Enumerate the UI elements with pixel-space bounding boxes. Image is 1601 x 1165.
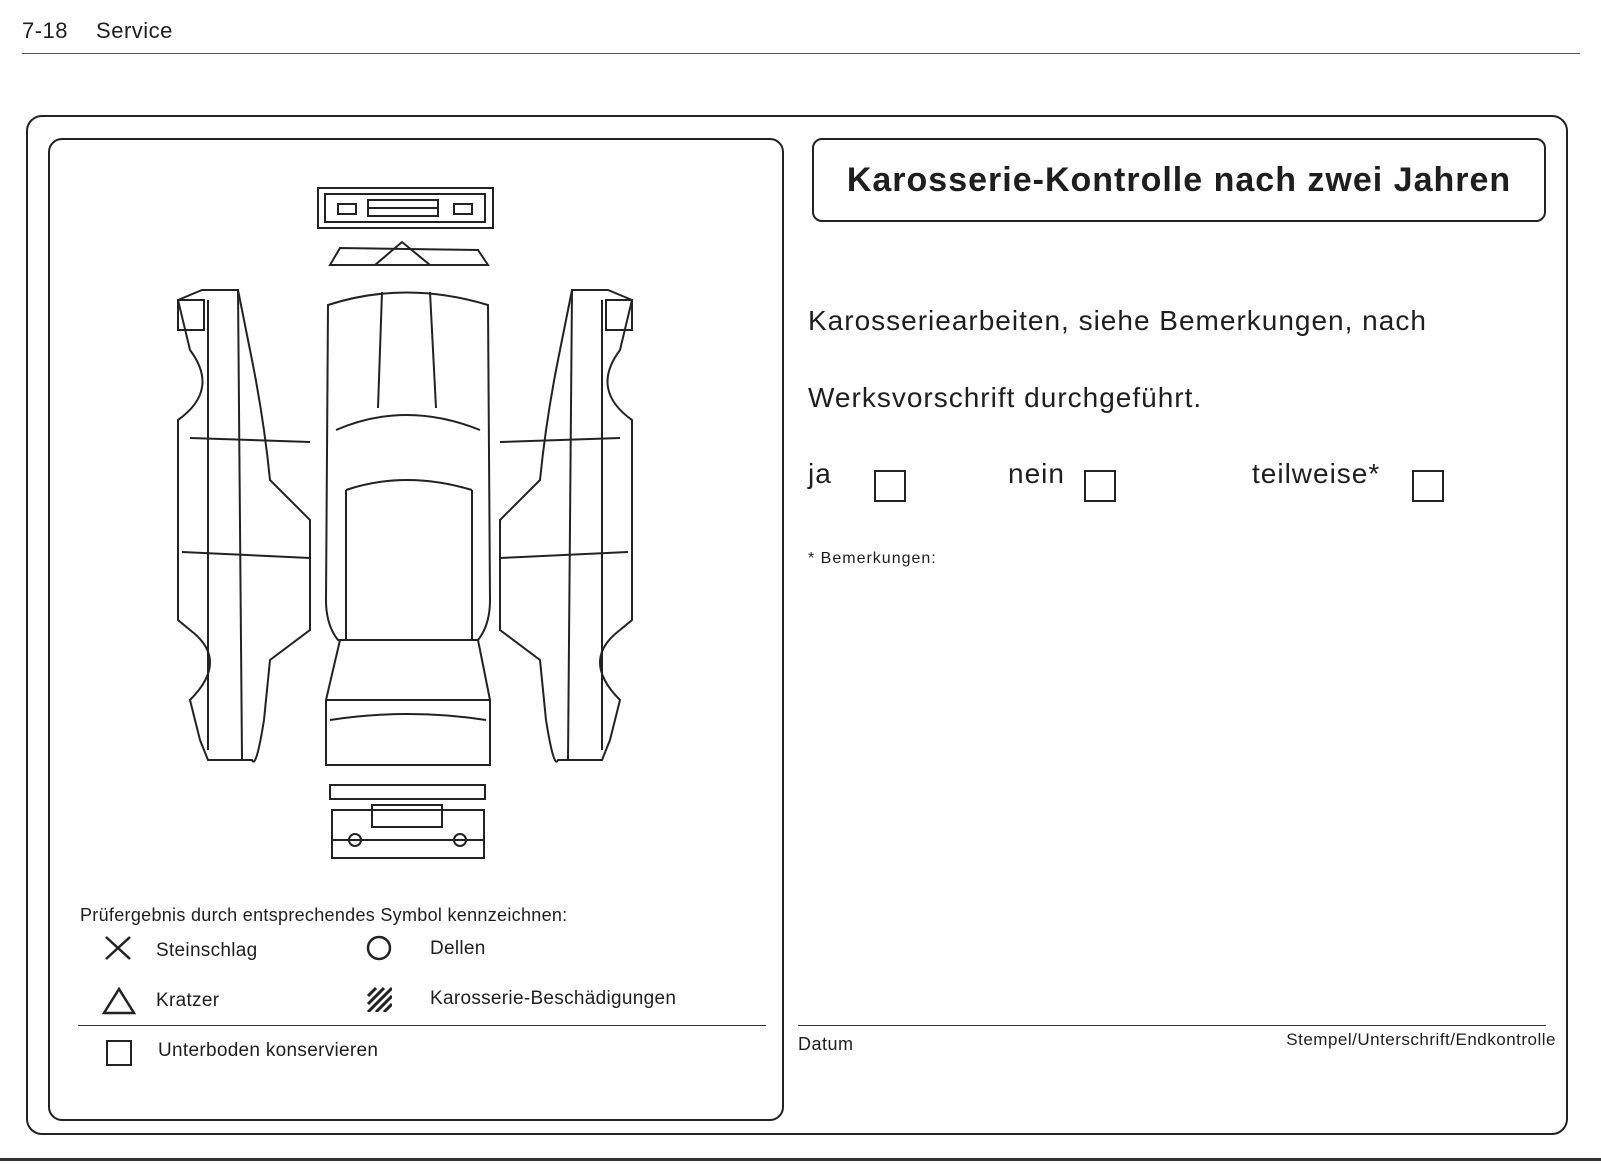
remarks-label: * Bemerkungen: bbox=[808, 550, 937, 567]
unterboden-checkbox[interactable] bbox=[106, 1040, 132, 1066]
unterboden-label: Unterboden konservieren bbox=[158, 1040, 379, 1061]
form-title: Karosserie-Kontrolle nach zwei Jahren bbox=[846, 160, 1512, 199]
option-teilweise-checkbox[interactable] bbox=[1412, 470, 1444, 502]
right-side-view bbox=[500, 290, 632, 762]
legend-divider bbox=[78, 1025, 766, 1026]
page-header bbox=[22, 18, 173, 44]
circle-icon bbox=[366, 935, 392, 961]
title-box bbox=[812, 138, 1546, 222]
body-text-line-1: Karosseriearbeiten, siehe Bemerkungen, nach bbox=[808, 305, 1427, 336]
front-grille bbox=[318, 188, 493, 228]
datum-label: Datum bbox=[798, 1034, 854, 1054]
header-rule bbox=[22, 53, 1580, 54]
legend-dellen: Dellen bbox=[430, 938, 486, 959]
triangle-icon bbox=[102, 986, 136, 1016]
left-side-view bbox=[178, 290, 310, 762]
signature-line bbox=[798, 1025, 1546, 1026]
option-teilweise-label: teilweise* bbox=[1252, 458, 1381, 489]
page-number: 7-18 bbox=[22, 18, 69, 43]
body-text-line-2: Werksvorschrift durchgeführt. bbox=[808, 382, 1203, 413]
roof-top-view bbox=[326, 292, 490, 765]
option-ja-label: ja bbox=[808, 458, 832, 489]
hatch-icon bbox=[366, 986, 392, 1012]
x-icon bbox=[104, 935, 132, 961]
option-nein-label: nein bbox=[1008, 458, 1065, 489]
stempel-label: Stempel/Unterschrift/Endkontrolle bbox=[1286, 1030, 1556, 1049]
section-title: Service bbox=[96, 18, 173, 43]
legend-steinschlag: Steinschlag bbox=[156, 940, 258, 961]
legend-karosserie-beschaedigungen: Karosserie-Beschädigungen bbox=[430, 988, 677, 1009]
option-ja-checkbox[interactable] bbox=[874, 470, 906, 502]
page-bottom-rule bbox=[0, 1158, 1601, 1161]
legend-title: Prüfergebnis durch entsprechendes Symbol kennzeichnen: bbox=[80, 905, 568, 925]
option-nein-checkbox[interactable] bbox=[1084, 470, 1116, 502]
legend-kratzer: Kratzer bbox=[156, 990, 220, 1011]
rear-bumper bbox=[330, 785, 485, 858]
windshield bbox=[330, 242, 488, 265]
car-body-diagram bbox=[160, 180, 650, 870]
